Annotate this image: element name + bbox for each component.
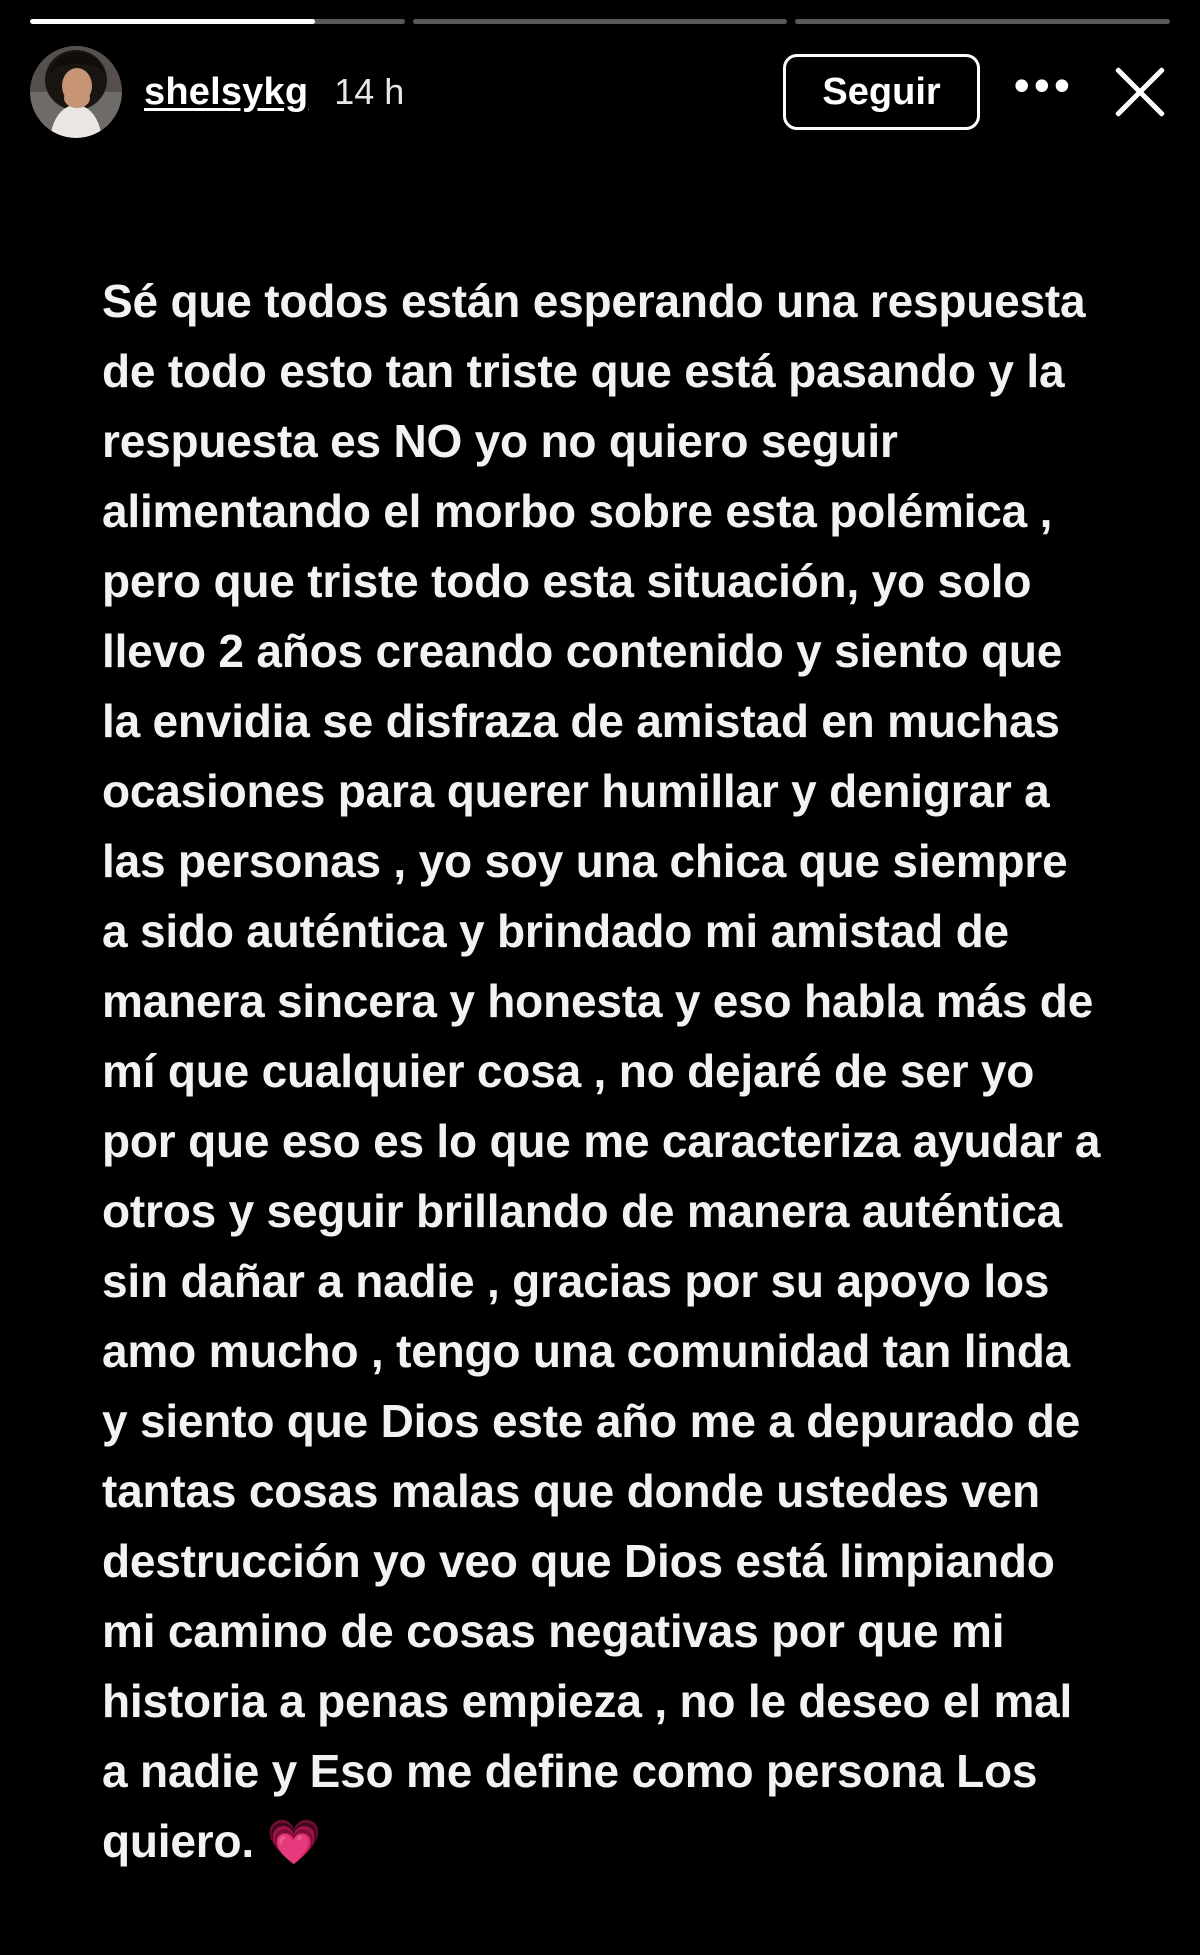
- story-text-container: [30, 266, 1170, 1878]
- profile-avatar[interactable]: [30, 46, 122, 138]
- progress-segment-3[interactable]: [795, 19, 1170, 24]
- story-progress-bars: [30, 0, 1170, 24]
- progress-segment-2[interactable]: [413, 19, 788, 24]
- close-icon[interactable]: [1110, 62, 1170, 122]
- more-options-icon[interactable]: •••: [1013, 58, 1074, 111]
- follow-button[interactable]: Seguir: [783, 54, 979, 130]
- progress-segment-1[interactable]: [30, 19, 405, 24]
- story-text: [102, 266, 1113, 1878]
- story-username[interactable]: shelsykg: [144, 70, 309, 113]
- progress-segment-1-fill: [30, 19, 315, 24]
- story-text-body: Sé que todos están esperando una respuesta de todo esto tan triste que está pasando y la respuesta es NO yo no quiero seguir alimentando el morbo sobre esta polémica , pero que triste todo esta situación, yo solo llevo 2 años creando contenido y siento que la envidia se disfraza de amistad en muchas ocasiones para querer humillar y denigrar a las personas , yo soy una chica que siempre a sido auténtica y brindado mi amistad de manera sincera y honesta y eso habla más de mí que cualquier cosa , no dejaré de ser yo por que eso es lo que me caracteriza ayudar a otros y seguir brillando de manera auténtica sin dañar a nadie , gracias por su apoyo los amo mucho , tengo una comunidad tan linda y siento que Dios este año me a depurado de tantas cosas malas que donde ustedes ven destrucción yo veo que Dios está limpiando mi camino de cosas negativas por que mi historia a penas empieza , no le deseo el mal a nadie y Eso me define como persona Los quiero.: [102, 275, 1113, 1867]
- story-timestamp: 14 h: [334, 71, 405, 112]
- story-header: [30, 44, 1170, 140]
- heart-emoji: 💗: [266, 1818, 322, 1867]
- avatar-image: [30, 46, 122, 138]
